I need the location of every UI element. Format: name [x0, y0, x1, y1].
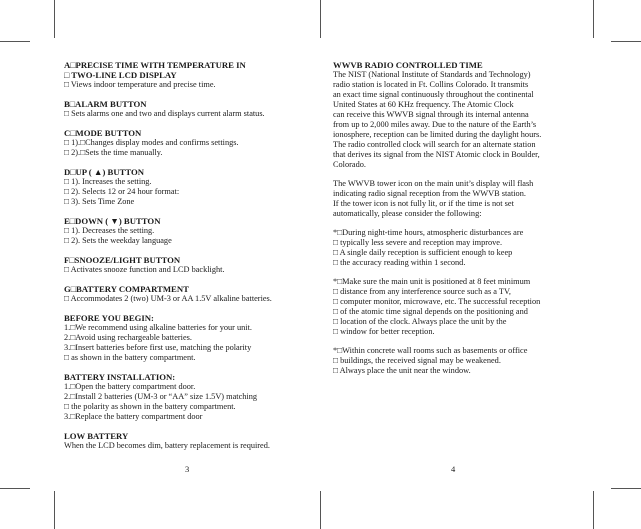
section-line: □ 2). Selects 12 or 24 hour format: [64, 187, 180, 196]
right-page-heading: WWVB RADIO CONTROLLED TIME [333, 60, 483, 70]
section-line: □ 3). Sets Time Zone [64, 197, 135, 206]
crop-mark [54, 0, 55, 38]
paragraph-line: automatically, please consider the following: [333, 209, 482, 218]
paragraph-line: from up to 2,000 miles away. Due to the nature of the Earth’s [333, 120, 537, 129]
manual-section [64, 255, 316, 275]
paragraph-line: □ typically less severe and reception may improve. [333, 238, 503, 247]
crop-mark [611, 41, 641, 42]
section-line: □ Views indoor temperature and precise time. [64, 80, 216, 89]
section-line: □ as shown in the battery compartment. [64, 353, 196, 362]
section-line: □ Accommodates 2 (two) UM-3 or AA 1.5V alkaline batteries. [64, 294, 272, 303]
section-heading: BATTERY INSTALLATION: [64, 372, 176, 382]
manual-section [64, 431, 316, 451]
section-line: □ the polarity as shown in the battery compartment. [64, 402, 236, 411]
paragraph [333, 179, 583, 219]
section-heading: B□ALARM BUTTON [64, 99, 147, 109]
manual-section [64, 372, 316, 422]
right-page [333, 60, 583, 385]
paragraph-line: that derives its signal from the NIST Atomic clock in Boulder, [333, 150, 540, 159]
manual-section [64, 99, 316, 119]
manual-section [64, 128, 316, 158]
paragraph [333, 228, 583, 268]
manual-section [64, 284, 316, 304]
paragraph-line: □ Always place the unit near the window. [333, 366, 471, 375]
left-page [64, 60, 316, 460]
paragraph-line: □ of the atomic time signal depends on the positioning and [333, 307, 528, 316]
section-line: □ 2).□Sets the time manually. [64, 148, 163, 157]
section-line: 3.□Replace the battery compartment door [64, 412, 203, 421]
crop-mark [320, 491, 321, 529]
section-heading: LOW BATTERY [64, 431, 129, 441]
paragraph-line: can receive this WWVB signal through its internal antenna [333, 110, 529, 119]
paragraph-line: indicating radio signal reception from the WWVB station. [333, 189, 526, 198]
manual-section [64, 167, 316, 207]
paragraph-line: The radio controlled clock will search for an alternate station [333, 140, 536, 149]
crop-mark [593, 491, 594, 529]
paragraph-line: □ the accuracy reading within 1 second. [333, 258, 466, 267]
manual-section [64, 60, 316, 90]
section-heading: A□PRECISE TIME WITH TEMPERATURE IN [64, 60, 246, 70]
paragraph-line: radio station is located in Ft. Collins Colorado. It transmits [333, 80, 529, 89]
section-heading: C□MODE BUTTON [64, 128, 142, 138]
paragraph-line: ionosphere, reception can be limited during the daylight hours. [333, 130, 542, 139]
crop-mark [320, 0, 321, 38]
paragraph-line: □ window for better reception. [333, 327, 435, 336]
section-heading: E□DOWN ( ▼) BUTTON [64, 216, 161, 226]
section-line: 2.□Avoid using rechargeable batteries. [64, 333, 192, 342]
paragraph-line: □ computer monitor, microwave, etc. The successful reception [333, 297, 541, 306]
paragraph-line: If the tower icon is not fully lit, or if the time is not set [333, 199, 514, 208]
crop-mark [54, 491, 55, 529]
paragraph [333, 346, 583, 376]
paragraph-line: □ A single daily reception is sufficient enough to keep [333, 248, 513, 257]
paragraph-line: *□Within concrete wall rooms such as basements or office [333, 346, 528, 355]
paragraph-line: The NIST (National Institute of Standards and Technology) [333, 70, 531, 79]
section-line: □ Sets alarms one and two and displays current alarm status. [64, 109, 265, 118]
paragraph-line: □ buildings, the received signal may be weakened. [333, 356, 501, 365]
right-page-number: 4 [451, 464, 456, 474]
paragraph-line: Colorado. [333, 160, 366, 169]
crop-mark [0, 488, 30, 489]
crop-mark [0, 41, 30, 42]
paragraph-line: United States at 60 KHz frequency. The Atomic Clock [333, 100, 514, 109]
paragraph [333, 70, 583, 170]
section-line: □ 1). Increases the setting. [64, 177, 152, 186]
paragraph-line: □ location of the clock. Always place the unit by the [333, 317, 507, 326]
section-line: 2.□Install 2 batteries (UM-3 or “AA” size 1.5V) matching [64, 392, 258, 401]
section-line: 3.□Insert batteries before first use, matching the polarity [64, 343, 252, 352]
paragraph [333, 277, 583, 337]
section-heading: □ TWO-LINE LCD DISPLAY [64, 70, 177, 80]
manual-section [64, 216, 316, 246]
section-line: □ 2). Sets the weekday language [64, 236, 172, 245]
crop-mark [593, 0, 594, 38]
paragraph-line: The WWVB tower icon on the main unit’s display will flash [333, 179, 534, 188]
paragraph-line: *□Make sure the main unit is positioned at 8 feet minimum [333, 277, 531, 286]
section-heading: F□SNOOZE/LIGHT BUTTON [64, 255, 181, 265]
left-page-number: 3 [185, 464, 190, 474]
section-heading: BEFORE YOU BEGIN: [64, 313, 154, 323]
section-line: 1.□Open the battery compartment door. [64, 382, 196, 391]
section-line: When the LCD becomes dim, battery replacement is required. [64, 441, 270, 450]
crop-mark [611, 488, 641, 489]
section-heading: G□BATTERY COMPARTMENT [64, 284, 189, 294]
manual-section [64, 313, 316, 363]
section-line: □ Activates snooze function and LCD backlight. [64, 265, 225, 274]
section-heading: D□UP ( ▲) BUTTON [64, 167, 145, 177]
paragraph-line: an exact time signal continuously throughout the continental [333, 90, 534, 99]
section-line: 1.□We recommend using alkaline batteries for your unit. [64, 323, 252, 332]
paragraph-line: *□During night-time hours, atmospheric disturbances are [333, 228, 524, 237]
section-line: □ 1).□Changes display modes and confirms settings. [64, 138, 239, 147]
paragraph-line: □ distance from any interference source such as a TV, [333, 287, 511, 296]
section-line: □ 1). Decreases the setting. [64, 226, 155, 235]
